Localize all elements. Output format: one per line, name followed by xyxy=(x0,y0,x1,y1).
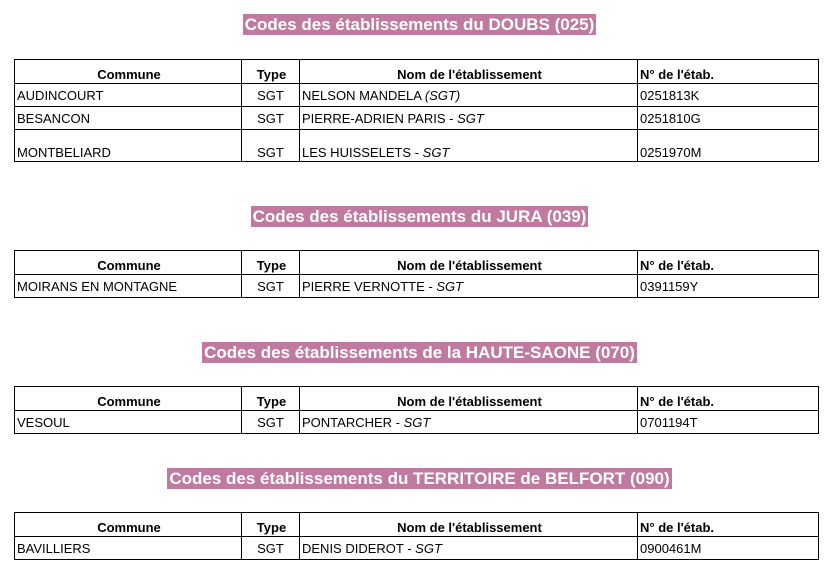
nom-text: LES HUISSELETS - xyxy=(302,145,423,160)
header-numero: N° de l'étab. xyxy=(638,60,819,84)
section-heading-jura xyxy=(0,206,839,227)
cell-type: SGT xyxy=(242,84,300,107)
nom-text: NELSON MANDELA xyxy=(302,87,422,103)
cell-commune: VESOUL xyxy=(15,411,242,434)
table-row xyxy=(15,275,819,298)
cell-type: SGT xyxy=(242,537,300,560)
table-row xyxy=(15,107,819,130)
cell-commune: MONTBELIARD xyxy=(15,130,242,162)
table-belfort xyxy=(14,512,819,560)
cell-numero: 0900461M xyxy=(638,537,819,560)
header-numero: N° de l'étab. xyxy=(638,251,819,275)
cell-nom xyxy=(300,107,638,130)
nom-suffix: SGT xyxy=(403,414,431,430)
section-heading-doubs xyxy=(0,14,839,35)
nom-text: DENIS DIDEROT - xyxy=(302,540,416,556)
cell-type: SGT xyxy=(242,275,300,298)
table-header-row xyxy=(15,251,819,275)
cell-commune: MOIRANS EN MONTAGNE xyxy=(15,275,242,298)
cell-nom xyxy=(300,84,638,107)
nom-suffix: SGT xyxy=(436,278,464,294)
table-jura xyxy=(14,250,819,298)
nom-suffix: SGT xyxy=(457,110,484,126)
header-type: Type xyxy=(242,60,300,84)
table-doubs xyxy=(14,59,819,162)
header-commune: Commune xyxy=(15,387,242,411)
cell-commune: AUDINCOURT xyxy=(15,84,242,107)
header-type: Type xyxy=(242,513,300,537)
section-heading-haute-saone xyxy=(0,342,839,363)
header-nom: Nom de l'établissement xyxy=(300,387,638,411)
nom-suffix: SGT xyxy=(415,540,442,556)
table-header-row xyxy=(15,60,819,84)
header-commune: Commune xyxy=(15,251,242,275)
cell-numero: 0251810G xyxy=(638,107,819,130)
nom-suffix: (SGT) xyxy=(424,87,461,103)
nom-text: PIERRE VERNOTTE - xyxy=(302,278,437,294)
section-title: Codes des établissements du JURA (039) xyxy=(252,207,587,226)
cell-nom xyxy=(300,130,638,162)
table-row xyxy=(15,84,819,107)
cell-numero: 0701194T xyxy=(638,411,819,434)
section-title: Codes des établissements du TERRITOIRE de BELFORT (090) xyxy=(169,469,670,488)
cell-nom xyxy=(300,411,638,434)
table-haute-saone xyxy=(14,386,819,434)
cell-numero: 0251970M xyxy=(638,130,819,162)
cell-numero: 0391159Y xyxy=(638,275,819,298)
section-title: Codes des établissements de la HAUTE-SAONE (070) xyxy=(204,343,635,362)
cell-nom xyxy=(300,537,638,560)
cell-nom xyxy=(300,275,638,298)
header-nom: Nom de l'établissement xyxy=(300,251,638,275)
cell-type: SGT xyxy=(242,411,300,434)
cell-type: SGT xyxy=(242,107,300,130)
table-row xyxy=(15,130,819,162)
nom-text: PIERRE-ADRIEN PARIS - xyxy=(302,110,458,126)
header-numero: N° de l'étab. xyxy=(638,513,819,537)
section-title: Codes des établissements du DOUBS (025) xyxy=(244,15,595,34)
header-nom: Nom de l'établissement xyxy=(300,513,638,537)
header-type: Type xyxy=(242,251,300,275)
section-heading-belfort xyxy=(0,468,839,489)
header-type: Type xyxy=(242,387,300,411)
header-commune: Commune xyxy=(15,513,242,537)
header-nom: Nom de l'établissement xyxy=(300,60,638,84)
nom-suffix: SGT xyxy=(422,145,450,160)
table-row xyxy=(15,537,819,560)
table-row xyxy=(15,411,819,434)
cell-numero: 0251813K xyxy=(638,84,819,107)
nom-text: PONTARCHER - xyxy=(302,414,404,430)
cell-commune: BAVILLIERS xyxy=(15,537,242,560)
table-header-row xyxy=(15,387,819,411)
table-header-row xyxy=(15,513,819,537)
header-commune: Commune xyxy=(15,60,242,84)
header-numero: N° de l'étab. xyxy=(638,387,819,411)
cell-type: SGT xyxy=(242,130,300,162)
cell-commune: BESANCON xyxy=(15,107,242,130)
